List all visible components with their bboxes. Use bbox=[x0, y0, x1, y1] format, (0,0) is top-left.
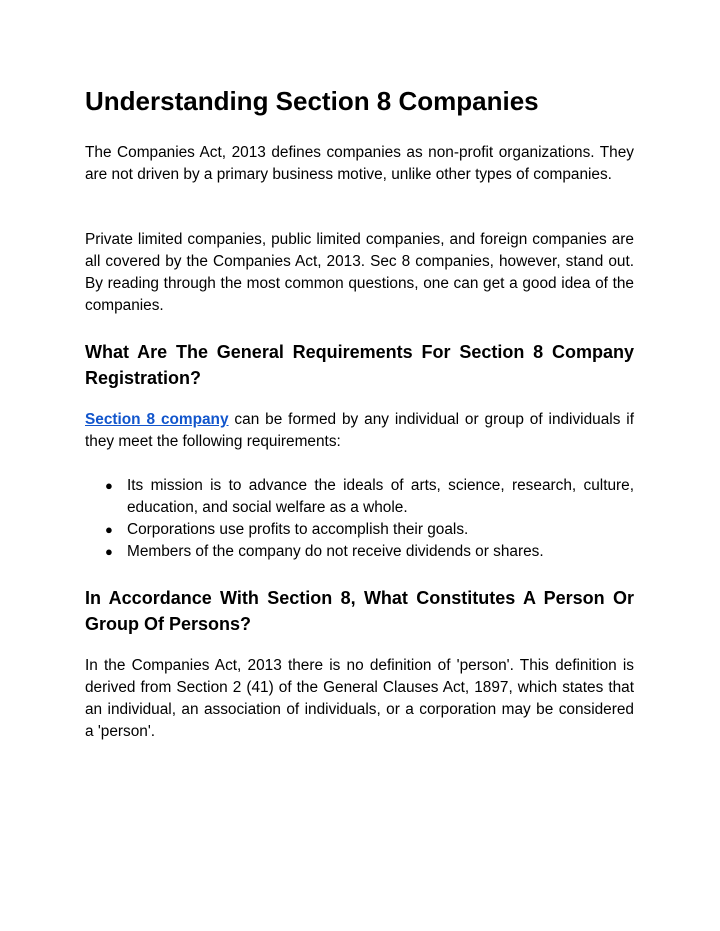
person-definition-paragraph: In the Companies Act, 2013 there is no definition of 'person'. This definition is derived from Section 2 (41) of the General Clauses Act, 1897, which states that an individual, an association of individuals, or a corporation may be considered a 'person'. bbox=[85, 657, 634, 740]
page-title: Understanding Section 8 Companies bbox=[85, 86, 539, 116]
bullet-icon: ● bbox=[105, 522, 113, 537]
section-8-company-link[interactable]: Section 8 company bbox=[85, 411, 229, 428]
requirements-lead-paragraph bbox=[85, 409, 634, 453]
bullet-icon: ● bbox=[105, 478, 113, 493]
list-item bbox=[85, 519, 634, 541]
list-item bbox=[85, 541, 634, 563]
list-item-text: Members of the company do not receive dividends or shares. bbox=[127, 543, 544, 560]
section-heading-requirements: What Are The General Requirements For Section 8 Company Registration? bbox=[85, 342, 634, 388]
requirements-list bbox=[85, 475, 634, 563]
list-item bbox=[85, 475, 634, 519]
intro-paragraph-2: Private limited companies, public limited companies, and foreign companies are all covered by the Companies Act, 2013. Sec 8 companies, however, stand out. By reading through the most common questions, one can get a good idea of the companies. bbox=[85, 231, 634, 314]
bullet-icon: ● bbox=[105, 544, 113, 559]
intro-paragraph-1: The Companies Act, 2013 defines companies as non-profit organizations. They are not driven by a primary business motive, unlike other types of companies. bbox=[85, 144, 634, 183]
section-heading-person: In Accordance With Section 8, What Constitutes A Person Or Group Of Persons? bbox=[85, 588, 634, 634]
list-item-text: Its mission is to advance the ideals of arts, science, research, culture, education, and social welfare as a whole. bbox=[127, 477, 634, 516]
list-item-text: Corporations use profits to accomplish their goals. bbox=[127, 521, 469, 538]
requirements-lead-text: can be formed by any individual or group of individuals if they meet the following requirements: bbox=[85, 411, 634, 450]
